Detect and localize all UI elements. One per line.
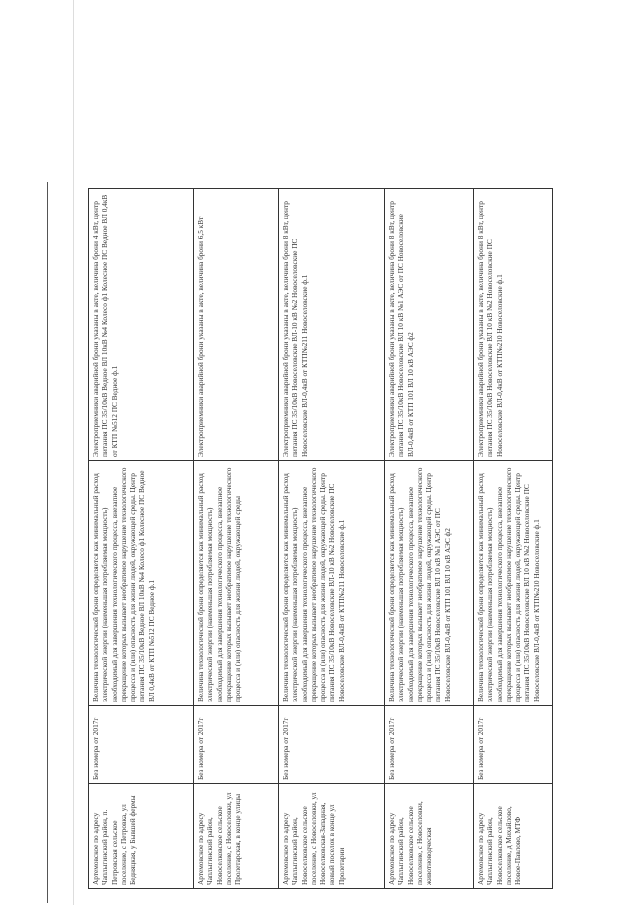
term-cell: Без номера от 2017г (385, 706, 474, 784)
rotated-page (88, 189, 552, 889)
requirement-cell: Электроприемники аварийной брони указаны в акте, величина брони 8 кВт, центр питания ПС 35/10кВ Новоселовские ВЛ 10 кВ №1 АЭС от ПС Новоселовские ВЛ-0,4кВ от КТП 101 ВЛ 10 кВ АЭС ф2 (385, 189, 474, 461)
term-cell: Без номера от 2017г (474, 706, 553, 784)
description-cell: Величина технологической брони определяется как минимальный расход электрической энергии (наименьшая потребляемая мощность) необходимый для завершения технологического процесса, внезапное прекращение которых вызывает необратимое нарушение технологического процесса и (или) опасность для жизни людей, окружающей среды. Центр питания ПС 35/10кВ Новоселовские ВЛ 10 кВ №2 Новоселовские ПС Новоселовские ВЛ-0,4кВ от КТП№210 Новоселовские ф.1 (474, 461, 553, 706)
term-cell: Без номера от 2017г (194, 706, 279, 784)
requirement-cell: Электроприемники аварийной брони указаны в акте, величина брони 6,5 кВт (194, 189, 279, 461)
description-cell: Величина технологической брони определяется как минимальный расход электрической энергии (наименьшая потребляемая мощность) необходимый для завершения технологического процесса, внезапное прекращение которых вызывает необратимое нарушение технологического процесса и (или) опасность для жизни людей, окружающей среды. Центр питания ПС 35/10кВ Ведное ВЛ 10кВ №4 Колесо ф1 Колесное ПС Ведное ВЛ 0,4кВ от КТП №512 ПС Ведное ф.1 (89, 461, 194, 706)
location-cell: Артемовское по адресу Чаплыгинский район, п. Петровская сельское поселение, с Петровка, ул Бедняцкая, у Бывшей фермы (89, 784, 194, 889)
table-row (194, 189, 279, 889)
requirement-cell: Электроприемники аварийной брони указаны в акте, величина брони 4 кВт, центр питания ПС 35/10кВ Ведное ВЛ 10кВ №4 Колесо ф1 Колесное ПС Ведное ВЛ 0,4кВ от КТП №512 ПС Ведное ф.1 (89, 189, 194, 461)
page-margin-rule (73, 0, 74, 905)
table-row (474, 189, 553, 889)
location-cell: Артемовское по адресу Чаплыгинский район, Новоселковское сельское поселение, с Новоселовки, животноводческая (385, 784, 474, 889)
table-row (89, 189, 194, 889)
description-cell: Величина технологической брони определяется как минимальный расход электрической энергии (наименьшая потребляемая мощность) необходимый для завершения технологического процесса, внезапное прекращение которых вызывает необратимое нарушение технологического процесса и (или) опасность для жизни людей, окружающей среды. Центр питания ПС 35/10кВ Новоселовские ВЛ-10 кВ №2 Новоселовские ПС Новоселовские ВЛ-0,4кВ от КТП№211 Новоселовские ф.1 (279, 461, 385, 706)
location-cell: Артемовское по адресу Чаплыгинский район, Новоселковское сельское поселение, с Новоселовки, ул Новоселковская-Западная, новый поселок в конце ул Пролетарии (279, 784, 385, 889)
footer-rule (47, 182, 48, 903)
term-cell: Без номера от 2017г (279, 706, 385, 784)
description-cell: Величина технологической брони определяется как минимальный расход электрической энергии (наименьшая потребляемая мощность) необходимый для завершения технологического процесса, внезапное прекращение которых вызывает необратимое нарушение технологического процесса и (или) опасность для жизни людей, окружающей среды. Центр питания ПС 35/10кВ Новоселовские ВЛ 10 кВ №1 АЭС от ПС Новоселовские ВЛ-0,4кВ от КТП 101 ВЛ 10 кВ АЭС ф2 (385, 461, 474, 706)
table-row (279, 189, 385, 889)
table-row (385, 189, 474, 889)
description-cell: Величина технологической брони определяется как минимальный расход электрической энергии (наименьшая потребляемая мощность) необходимый для завершения технологического процесса, внезапное прекращение которых вызывает необратимое нарушение технологического процесса и (или) опасность для жизни людей, окружающей среды (194, 461, 279, 706)
location-cell: Артемовское по адресу Чаплыгинский район, Новоселковское сельское поселение, д Михайлово, Новое-Павлово, МТФ (474, 784, 553, 889)
term-cell: Без номера от 2017г (89, 706, 194, 784)
reservation-table (88, 188, 553, 889)
location-cell: Артемовское по адресу Чаплыгинский район, Новоселковское сельское поселение, с Новоселовки, ул Пролетарская, в конце улицы (194, 784, 279, 889)
requirement-cell: Электроприемники аварийной брони указаны в акте, величина брони 8 кВт, центр питания ПС 35/10кВ Новоселовские ВЛ 10 кВ №2 Новоселовские ПС Новоселовские ВЛ-0,4кВ от КТП№210 Новоселовские ф.1 (474, 189, 553, 461)
requirement-cell: Электроприемники аварийной брони указаны в акте, величина брони 8 кВт, центр питания ПС 35/10кВ Новоселовские ВЛ-10 кВ №2 Новоселовские ПС Новоселовские ВЛ-0,4кВ от КТП№211 Новоселовские ф.1 (279, 189, 385, 461)
